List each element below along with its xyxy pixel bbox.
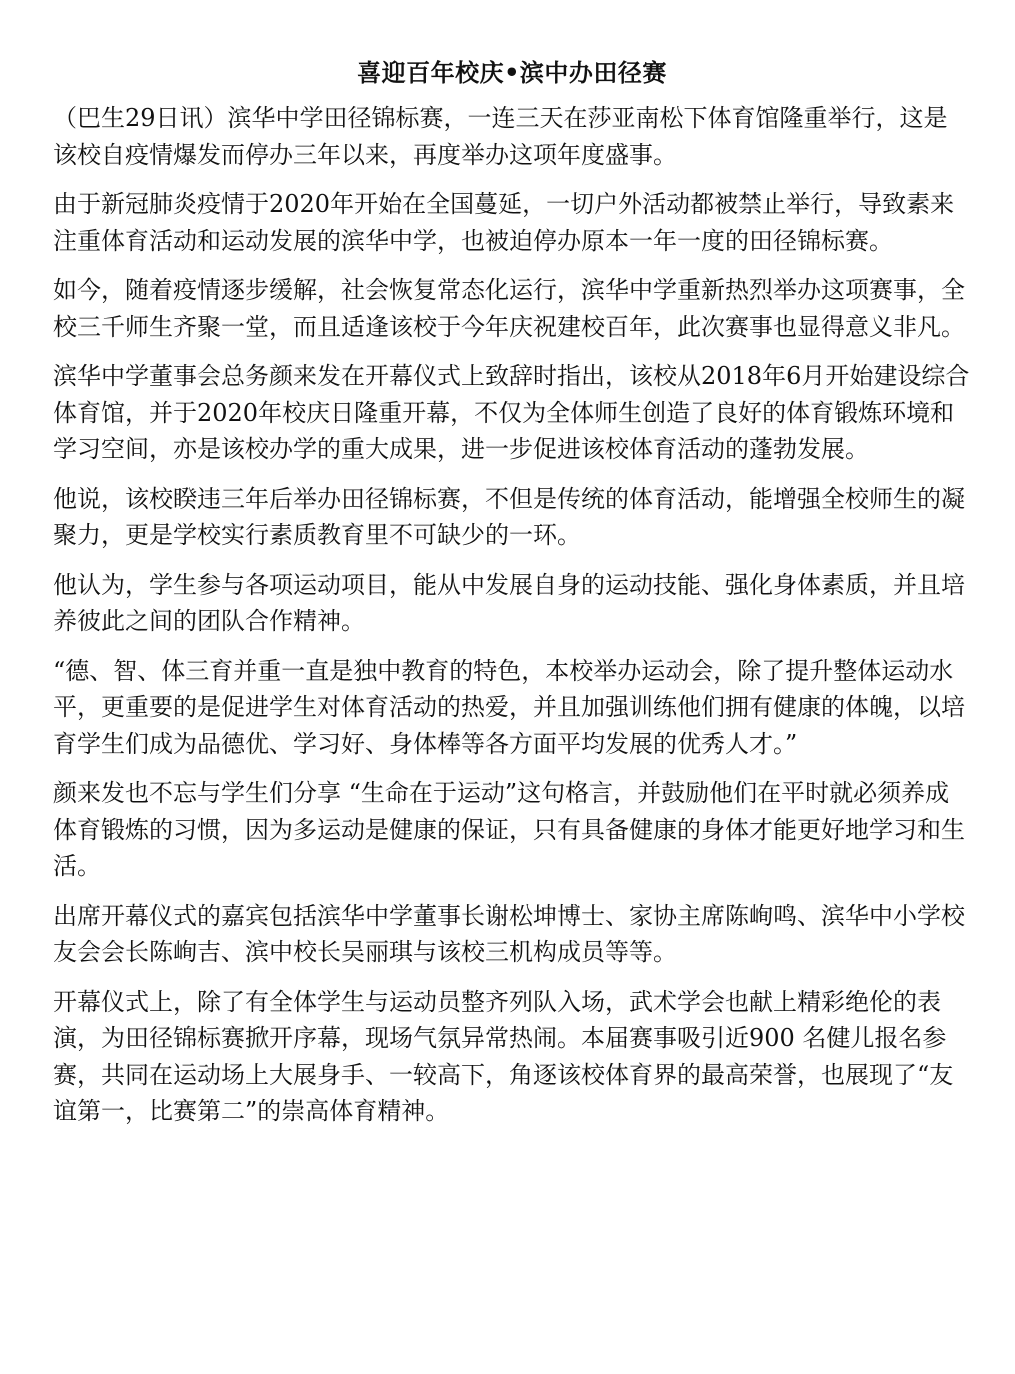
article-paragraph-8: 颜来发也不忘与学生们分享 “生命在于运动”这句格言，并鼓励他们在平时就必须养成体育锻炼的习惯，因为多运动是健康的保证，只有具备健康的身体才能更好地学习和生活。	[53, 779, 965, 880]
article-paragraph-9: 出席开幕仪式的嘉宾包括滨华中学董事长谢松坤博士、家协主席陈峋鸣、滨华中小学校友会会长陈峋吉、滨中校长吴丽琪与该校三机构成员等等。	[53, 901, 965, 966]
article-paragraph-7: “德、智、体三育并重一直是独中教育的特色，本校举办运动会，除了提升整体运动水平，更重要的是促进学生对体育活动的热爱，并且加强训练他们拥有健康的体魄，以培育学生们成为品德优、学习好、身体棒等各方面平均发展的优秀人才。”	[53, 656, 965, 758]
article-paragraph-2: 由于新冠肺炎疫情于2020年开始在全国蔓延，一切户外活动都被禁止举行，导致素来注重体育活动和运动发展的滨华中学，也被迫停办原本一年一度的田径锦标赛。	[53, 190, 955, 255]
article-paragraph-4: 滨华中学董事会总务颜来发在开幕仪式上致辞时指出，该校从2018年6月开始建设综合体育馆，并于2020年校庆日隆重开幕，不仅为全体师生创造了良好的体育锻炼环境和学习空间，亦是该校办学的重大成果，进一步促进该校体育活动的蓬勃发展。	[53, 362, 970, 463]
article-paragraph-3: 如今，随着疫情逐步缓解，社会恢复常态化运行，滨华中学重新热烈举办这项赛事，全校三千师生齐聚一堂，而且适逢该校于今年庆祝建校百年，此次赛事也显得意义非凡。	[53, 276, 965, 341]
article-paragraph-10: 开幕仪式上，除了有全体学生与运动员整齐列队入场，武术学会也献上精彩绝伦的表演，为田径锦标赛掀开序幕，现场气氛异常热闹。本届赛事吸引近900 名健儿报名参赛，共同在运动场上大展身手、一较高下，角逐该校体育界的最高荣誉，也展现了“友谊第一，比赛第二”的崇高体育精神。	[53, 987, 954, 1125]
article-paragraph-5: 他说，该校睽违三年后举办田径锦标赛，不但是传统的体育活动，能增强全校师生的凝聚力，更是学校实行素质教育里不可缺少的一环。	[53, 484, 965, 549]
article-title: 喜迎百年校庆•滨中办田径赛	[357, 58, 667, 87]
article-paragraph-1: （巴生29日讯）滨华中学田径锦标赛，一连三天在莎亚南松下体育馆隆重举行，这是该校自疫情爆发而停办三年以来，再度举办这项年度盛事。	[53, 104, 948, 169]
article-paragraph-6: 他认为，学生参与各项运动项目，能从中发展自身的运动技能、强化身体素质，并且培养彼此之间的团队合作精神。	[53, 570, 965, 635]
